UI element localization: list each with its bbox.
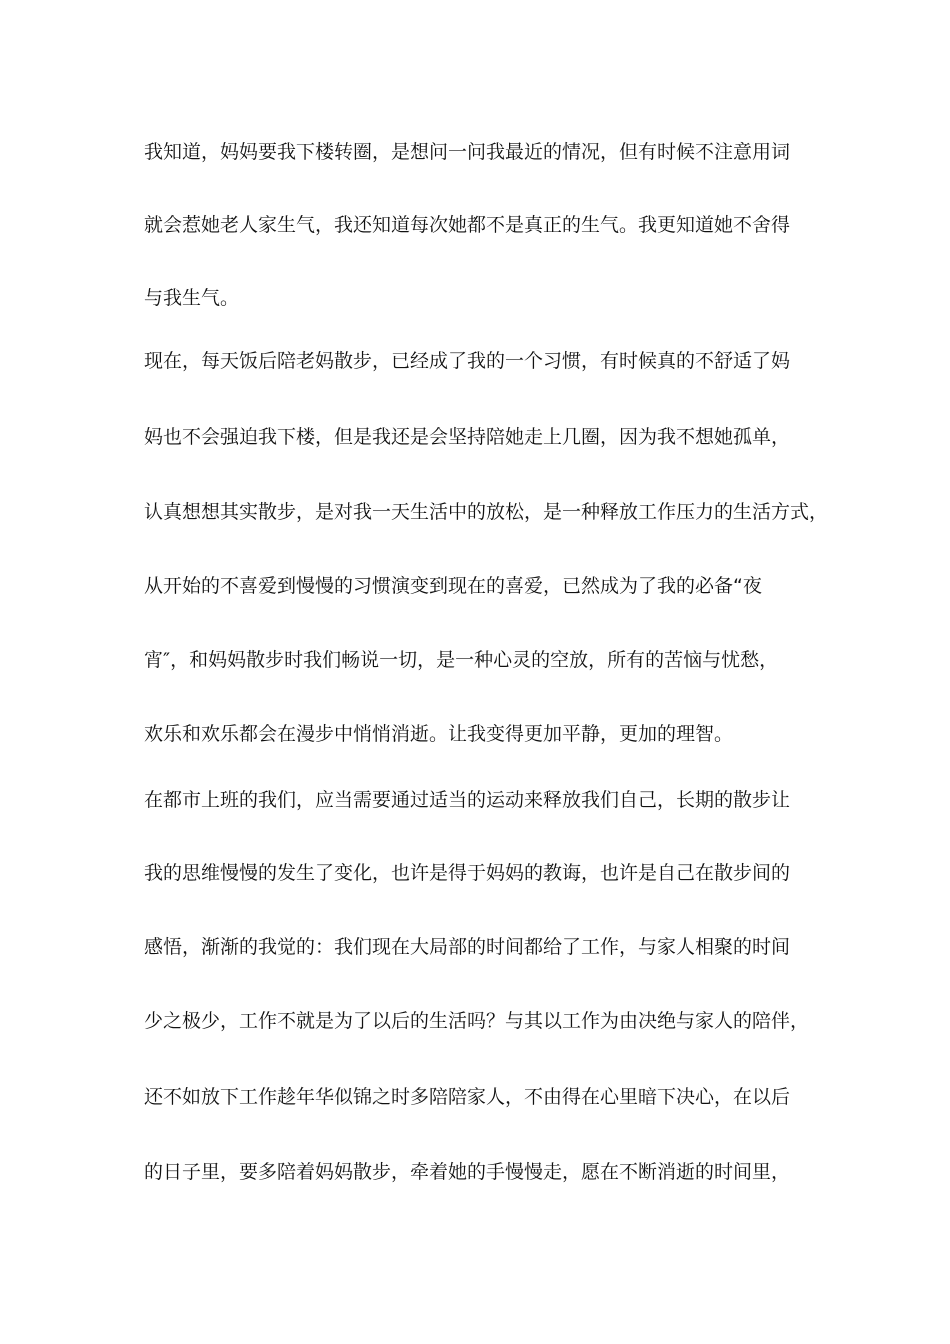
text-line: 欢乐和欢乐都会在漫步中悄悄消逝。让我变得更加平静，更加的理智。 [144, 723, 734, 745]
text-line: 现在，每天饭后陪老妈散步，已经成了我的一个习惯，有时候真的不舒适了妈 [144, 350, 791, 372]
text-line: 与我生气。 [144, 287, 240, 309]
text-line: 少之极少，工作不就是为了以后的生活吗？与其以工作为由决绝与家人的陪伴， [144, 1010, 810, 1032]
text-line: 宵″，和妈妈散步时我们畅说一切，是一种心灵的空放，所有的苦恼与忧愁， [144, 649, 779, 671]
text-line: 在都市上班的我们，应当需要通过适当的运动来释放我们自己，长期的散步让 [144, 789, 791, 811]
text-line: 认真想想其实散步，是对我一天生活中的放松，是一种释放工作压力的生活方式， [144, 501, 829, 523]
text-line: 我知道，妈妈要我下楼转圈，是想问一问我最近的情况，但有时候不注意用词 [144, 141, 791, 163]
text-line: 我的思维慢慢的发生了变化，也许是得于妈妈的教诲，也许是自己在散步间的 [144, 862, 791, 884]
text-line: 就会惹她老人家生气，我还知道每次她都不是真正的生气。我更知道她不舍得 [144, 214, 791, 236]
text-line: 从开始的不喜爱到慢慢的习惯演变到现在的喜爱，已然成为了我的必备“夜 [144, 575, 762, 597]
text-line: 妈也不会强迫我下楼，但是我还是会坚持陪她走上几圈，因为我不想她孤单， [144, 426, 791, 448]
text-line: 还不如放下工作趁年华似锦之时多陪陪家人，不由得在心里暗下决心，在以后 [144, 1086, 791, 1108]
text-line: 感悟，渐渐的我觉的：我们现在大局部的时间都给了工作，与家人相聚的时间 [144, 936, 791, 958]
text-line: 的日子里，要多陪着妈妈散步，牵着她的手慢慢走，愿在不断消逝的时间里， [144, 1161, 791, 1183]
